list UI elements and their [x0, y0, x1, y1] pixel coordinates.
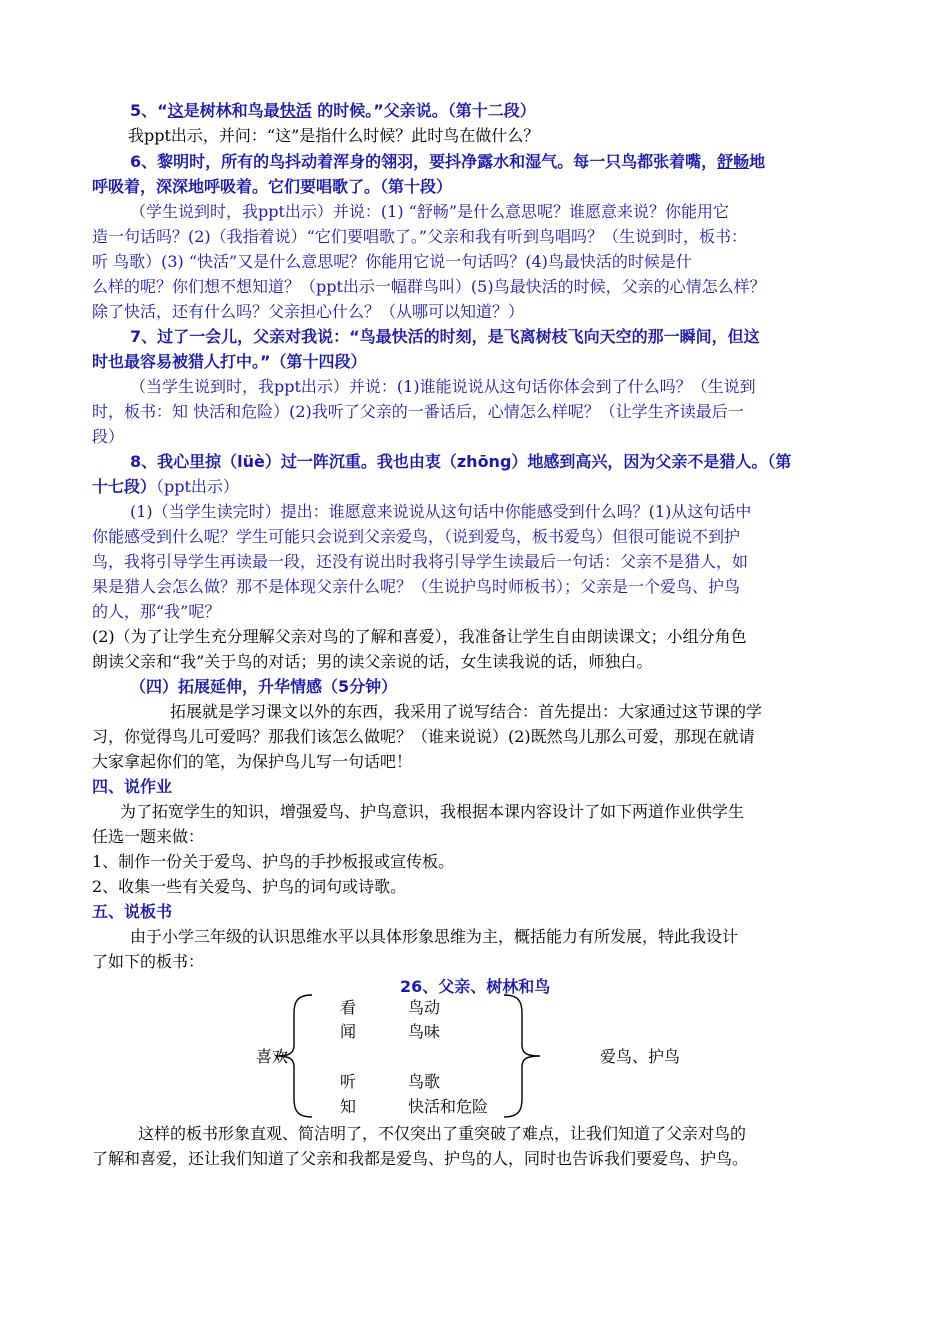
- board-title-heading: 五、说板书: [92, 902, 173, 921]
- extend-line-2: 习，你觉得鸟儿可爱吗？那我们该怎么做呢？（谁来说说）(2)既然鸟儿那么可爱，那现在就请: [92, 727, 755, 746]
- board-obj-4: 快活和危险: [408, 1097, 489, 1116]
- sec6-heading-2: 呼吸着，深深地呼吸着。它们要唱歌了。（第十段）: [92, 177, 453, 196]
- sec7-heading-2: 时也最容易被猎人打中。”（第十四段）: [92, 352, 367, 371]
- sec8-line-9: 朗读父亲和“我”关于鸟的对话；男的读父亲说的话，女生读我说的话，师独白。: [92, 652, 653, 671]
- board-verb-1: 看: [340, 998, 357, 1017]
- sec8-text-a: 十七段）: [92, 477, 157, 496]
- sec6-line-3: （学生说到时，我ppt出示）并说：(1) “舒畅”是什么意思呢？谁愿意来说？你能用它: [130, 202, 730, 221]
- sec7-line-3: （当学生说到时，我ppt出示）并说：(1)谁能说说从这句话你体会到了什么吗？（生说到: [130, 377, 756, 396]
- sec5-line-2: 我ppt出示，并问：“这”是指什么时候？此时鸟在做什么？: [128, 126, 540, 145]
- board-right-label: 爱鸟、护鸟: [600, 1047, 681, 1066]
- sec7-heading-1: 7、过了一会儿，父亲对我说：“鸟最快活的时刻，是飞离树枝飞向天空的那一瞬间，但这: [130, 327, 760, 346]
- sec8-line-3: (1)（当学生读完时）提出：谁愿意来说说从这句话中你能感受到什么吗？(1)从这句话中: [130, 502, 752, 521]
- sec6-text-c: 地: [749, 152, 766, 171]
- sec8-line-7: 的人，那“我”呢？: [92, 602, 221, 621]
- board-verb-3: 听: [340, 1072, 357, 1091]
- sec5-text-d: 快活: [279, 101, 312, 120]
- sec6-heading-1: [130, 151, 765, 173]
- sec6-line-7: 除了快活，还有什么吗？父亲担心什么？（从哪可以知道？）: [92, 302, 525, 321]
- board-line-1: 由于小学三年级的认识思维水平以具体形象思维为主，概括能力有所发展，特此我设计: [130, 927, 739, 946]
- sec5-text-a: 5、“: [130, 101, 168, 120]
- extend-title: （四）拓展延伸，升华情感（5分钟）: [130, 677, 398, 696]
- board-verb-4: 知: [340, 1097, 357, 1116]
- sec6-line-5: 听 鸟歌）(3) “快活”又是什么意思呢？你能用它说一句话吗？(4)鸟最快活的时候是什: [92, 252, 692, 271]
- sec6-text-a: 6、黎明时，所有的鸟抖动着浑身的翎羽，要抖净露水和湿气。每一只鸟都张着嘴，: [130, 152, 718, 171]
- sec8-line-8: (2)（为了让学生充分理解父亲对鸟的了解和喜爱），我准备让学生自由朗读课文；小组分角色: [92, 627, 747, 646]
- sec6-line-4: 造一句话吗？(2)（我指着说）“它们要唱歌了。”父亲和我有听到鸟唱吗？（生说到时，板书：: [92, 227, 748, 246]
- sec7-line-5: 段）: [92, 427, 125, 446]
- homework-line-3: 1、制作一份关于爱鸟、护鸟的手抄板报或宣传板。: [92, 852, 455, 871]
- sec8-heading-1: 8、我心里掠（lüè）过一阵沉重。我也由衷（zhōng）地感到高兴，因为父亲不是猎人。（第: [130, 452, 792, 471]
- board-obj-2: 鸟味: [408, 1022, 441, 1041]
- sec8-line-6: 果是猎人会怎么做？那不是体现父亲什么呢？（生说护鸟时师板书）；父亲是一个爱鸟、护鸟: [92, 577, 741, 596]
- sec6-text-b: 舒畅: [717, 152, 750, 171]
- extend-line-3: 大家拿起你们的笔，为保护鸟儿写一句话吧！: [92, 752, 413, 771]
- sec8-text-b: （ppt出示）: [156, 477, 239, 496]
- board-verb-2: 闻: [340, 1022, 357, 1041]
- conclusion-line-1: 这样的板书形象直观、简洁明了，不仅突出了重突破了难点，让我们知道了父亲对鸟的: [138, 1124, 747, 1143]
- sec5-text-c: 是树林和鸟最: [183, 101, 280, 120]
- homework-line-1: 为了拓宽学生的知识，增强爱鸟、护鸟意识，我根据本课内容设计了如下两道作业供学生: [120, 802, 745, 821]
- sec8-line-5: 鸟，我将引导学生再读最一段，还没有说出时我将引导学生读最后一句话：父亲不是猎人，如: [92, 552, 749, 571]
- board-obj-1: 鸟动: [408, 998, 441, 1017]
- conclusion-line-2: 了解和喜爱，还让我们知道了父亲和我都是爱鸟、护鸟的人，同时也告诉我们要爱鸟、护鸟。: [92, 1149, 749, 1168]
- sec7-line-4: 时，板书：知 快活和危险）(2)我听了父亲的一番话后，心情怎么样呢？（让学生齐读最后一: [92, 402, 744, 421]
- sec5-text-b: 这: [167, 101, 184, 120]
- homework-line-2: 任选一题来做：: [92, 827, 205, 846]
- sec8-line-4: 你能感受到什么呢？学生可能只会说到父亲爱鸟，（说到爱鸟，板书爱鸟）但很可能说不到护: [92, 527, 741, 546]
- board-line-2: 了如下的板书：: [92, 952, 205, 971]
- sec6-line-6: 么样的呢？你们想不想知道？（ppt出示一幅群鸟叫）(5)鸟最快活的时候，父亲的心情怎么样？: [92, 277, 766, 296]
- sec8-heading-2: [92, 476, 239, 498]
- sec5-heading: [130, 100, 536, 122]
- right-brace: [498, 993, 548, 1119]
- homework-line-4: 2、收集一些有关爱鸟、护鸟的词句或诗歌。: [92, 877, 407, 896]
- sec5-text-e: 的时候。”父亲说。（第十二段）: [311, 101, 536, 120]
- extend-line-1: 拓展就是学习课文以外的东西，我采用了说写结合：首先提出：大家通过这节课的学: [170, 702, 763, 721]
- board-left-label: 喜欢: [256, 1047, 289, 1066]
- homework-title: 四、说作业: [92, 777, 173, 796]
- board-obj-3: 鸟歌: [408, 1072, 441, 1091]
- board-lesson-title: 26、父亲、树林和鸟: [400, 977, 551, 996]
